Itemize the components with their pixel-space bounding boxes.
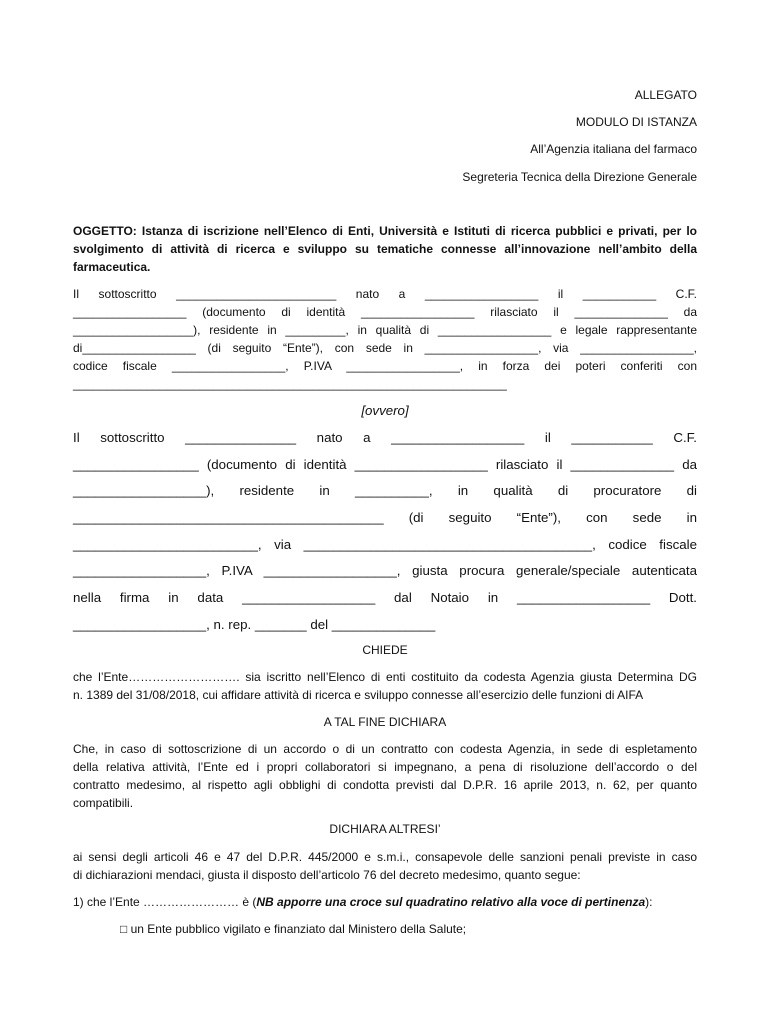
chiede-line-1: che l’Ente………………………. sia iscritto nell’Elenco di enti costituito da codesta Agenzia giusta Determina DG (73, 670, 697, 684)
point-1-end: ): (645, 895, 653, 909)
header-office: Segreteria Tecnica della Direzione Generale (462, 170, 697, 184)
point-1 (73, 895, 653, 910)
dichiara-line-4: compatibili. (73, 796, 134, 810)
point-1-start: 1) che l’Ente …………………… è ( (73, 895, 257, 909)
form2-line-8: __________________, n. rep. _______ del ______________ (73, 617, 436, 632)
oggetto-line-2: svolgimento di attività di ricerca e sviluppo su tematiche connesse all’innovazione nell’ambito della (73, 242, 697, 256)
header-modulo: MODULO DI ISTANZA (575, 115, 697, 129)
point-1-note: NB apporre una croce sul quadratino relativo alla voce di pertinenza (256, 895, 646, 909)
altresi-line-2: di dichiarazioni mendaci, giusta il disposto dell’articolo 76 del decreto medesimo, quanto segue: (73, 868, 581, 882)
oggetto-line-1: OGGETTO: Istanza di iscrizione nell’Elenco di Enti, Università e Istituti di ricerca pubblici e privati, per lo (73, 224, 697, 238)
chiede-line-2: n. 1389 del 31/08/2018, cui affidare attività di ricerca e sviluppo connesse all’esercizio delle funzioni di AIFA (73, 688, 644, 702)
dichiara-title: A TAL FINE DICHIARA (323, 715, 447, 729)
oggetto-line-3: farmaceutica. (73, 260, 151, 274)
form1-line-1: Il sottoscritto ________________________ nato a _________________ il ___________ C.F. (73, 287, 697, 301)
form2-line-6: __________________, P.IVA __________________, giusta procura generale/speciale autenticata (73, 563, 697, 578)
dichiara-line-1: Che, in caso di sottoscrizione di un accordo o di un contratto con codesta Agenzia, in sede di espletamento (73, 742, 697, 756)
form2-line-3: __________________), residente in __________, in qualità di procuratore di (73, 483, 697, 498)
form2-line-7: nella firma in data __________________ dal Notaio in __________________ Dott. (73, 590, 697, 605)
altresi-line-1: ai sensi degli articoli 46 e 47 del D.P.R. 445/2000 e s.m.i., consapevole delle sanzioni penali previste in caso (73, 850, 697, 864)
form1-line-2: _________________ (documento di identità _________________ rilasciato il ______________ da (73, 305, 697, 319)
chiede-title: CHIEDE (362, 643, 408, 657)
header-allegato: ALLEGATO (634, 88, 697, 102)
form2-line-4: __________________________________________ (di seguito “Ente”), con sede in (73, 510, 697, 525)
form1-line-4: di_________________ (di seguito “Ente”), con sede in _________________, via _________________, (73, 341, 697, 355)
dichiara-line-2: della relativa attività, l’Ente ed i propri collaboratori si impegnano, a pena di risoluzione dell’accordo o del (73, 760, 697, 774)
form2-line-5: _________________________, via _______________________________________, codice fiscale (73, 537, 697, 552)
form1-line-6: _________________________________________________________________ (73, 377, 507, 391)
header-recipient: All’Agenzia italiana del farmaco (530, 142, 697, 156)
option-ente-pubblico[interactable]: □ un Ente pubblico vigilato e finanziato dal Ministero della Salute; (120, 922, 467, 936)
dichiara-line-3: contratto medesimo, al rispetto agli obblighi di condotta previsti dal D.P.R. 16 aprile 2013, n. 62, per quanto (73, 778, 697, 792)
form2-line-2: _________________ (documento di identità __________________ rilasciato il ______________ da (73, 457, 697, 472)
altresi-title: DICHIARA ALTRESI’ (329, 822, 441, 836)
form1-line-5: codice fiscale _________________, P.IVA _________________, in forza dei poteri conferiti con (73, 359, 697, 373)
form2-line-1: Il sottoscritto _______________ nato a __________________ il ___________ C.F. (73, 430, 697, 445)
form1-line-3: __________________), residente in _________, in qualità di _________________ e legale rappresentante (73, 323, 697, 337)
ovvero-label: [ovvero] (361, 403, 409, 418)
